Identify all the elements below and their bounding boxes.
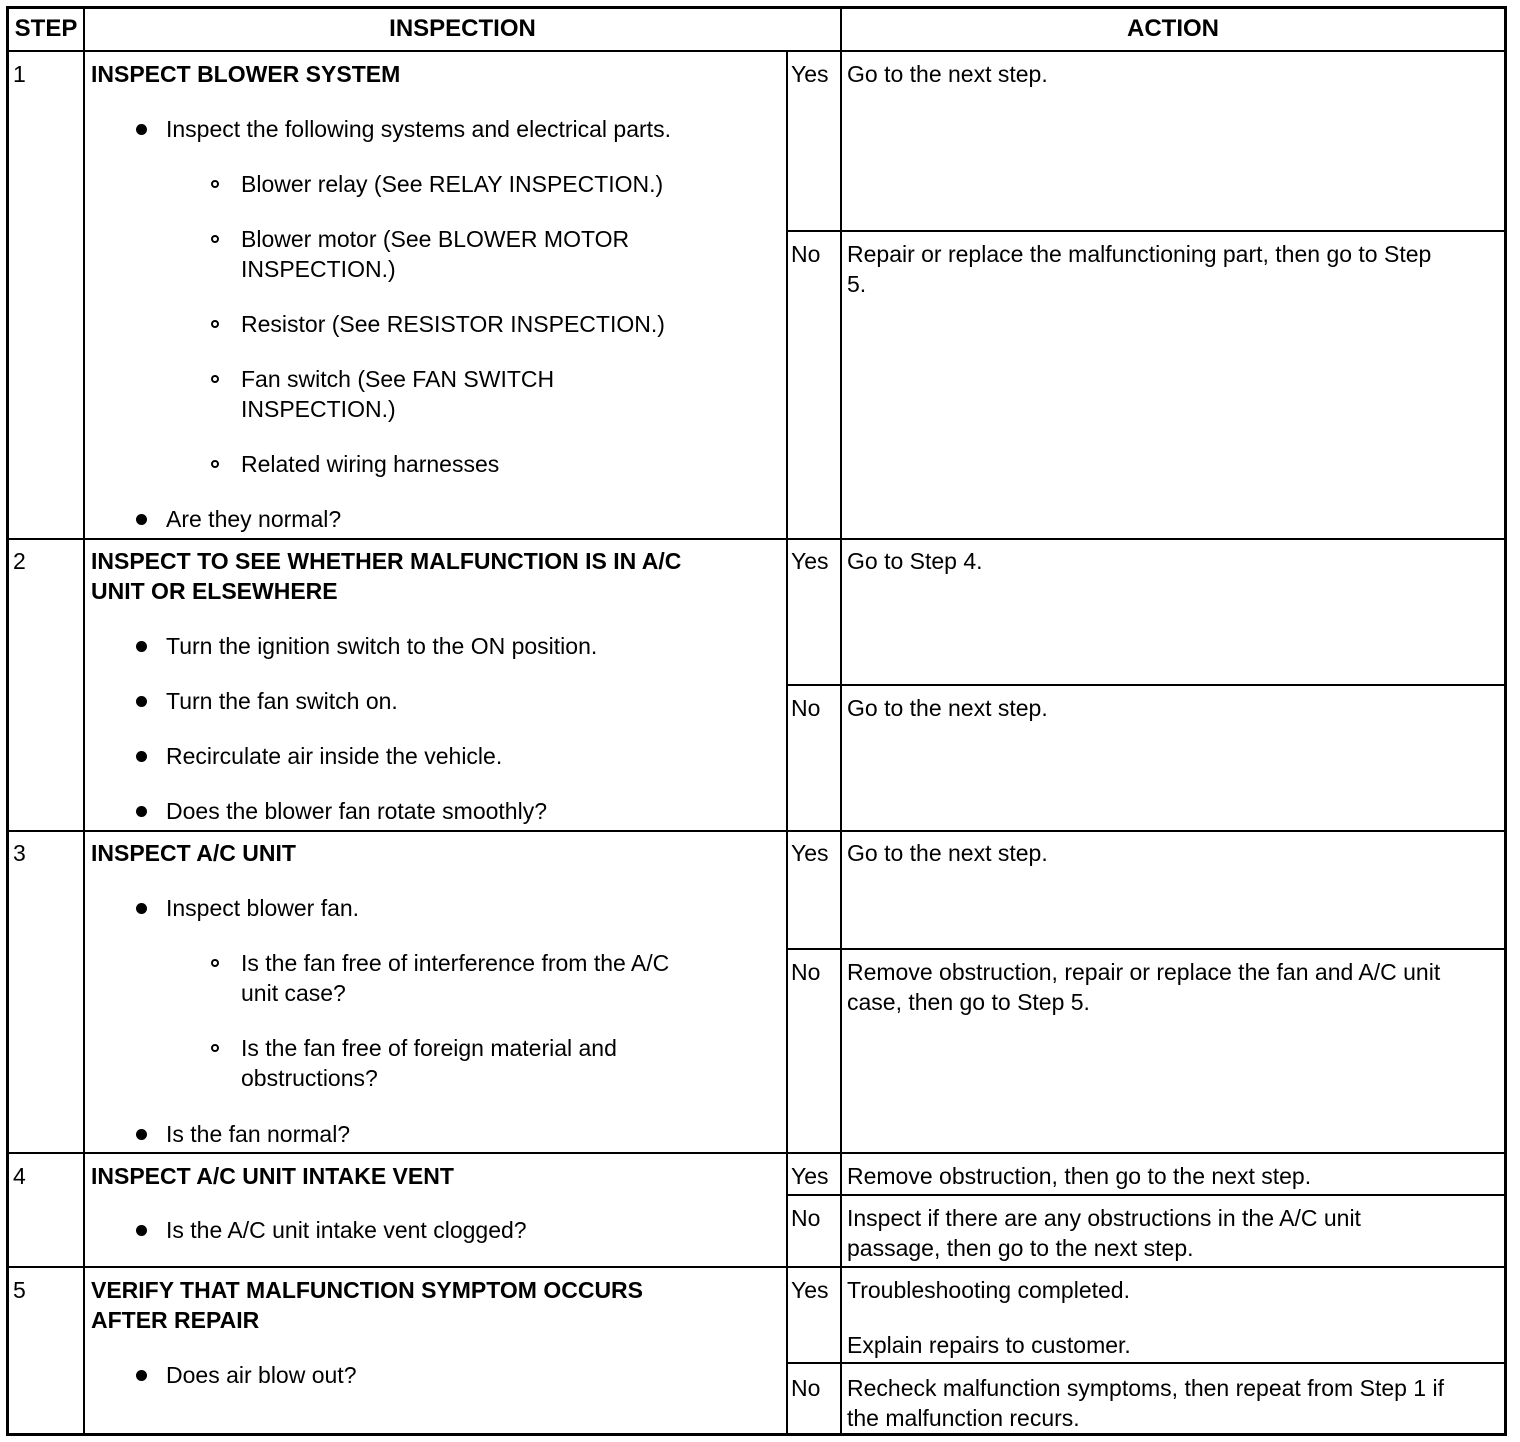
- header-step: STEP: [14, 15, 78, 42]
- sub-bullet-text: Related wiring harnesses: [241, 451, 500, 477]
- yes-no-divider: [786, 684, 1504, 686]
- column-divider-step: [83, 9, 85, 1433]
- bullet-text: Inspect blower fan.: [166, 895, 360, 921]
- yes-action: Go to the next step.: [847, 840, 1048, 866]
- bullet-text: Recirculate air inside the vehicle.: [166, 743, 503, 769]
- sub-bullet-icon: [211, 1044, 219, 1052]
- yes-no-divider: [786, 948, 1504, 950]
- sub-bullet-icon: [211, 460, 219, 468]
- header-action: ACTION: [1127, 15, 1219, 42]
- yes-label: Yes: [791, 548, 829, 574]
- step-title: INSPECT BLOWER SYSTEM: [91, 61, 401, 87]
- no-action: Recheck malfunction symptoms, then repeat from Step 1 if: [847, 1375, 1444, 1401]
- yes-action: Explain repairs to customer.: [847, 1332, 1131, 1358]
- bullet-text: Turn the fan switch on.: [166, 688, 398, 714]
- step-number: 2: [13, 548, 26, 574]
- row-divider: [9, 830, 1504, 832]
- sub-bullet-text: INSPECTION.): [241, 396, 396, 422]
- no-action: passage, then go to the next step.: [847, 1235, 1194, 1261]
- sub-bullet-icon: [211, 235, 219, 243]
- step-title: AFTER REPAIR: [91, 1307, 260, 1333]
- step-number: 5: [13, 1277, 26, 1303]
- step-number: 3: [13, 840, 26, 866]
- no-action: the malfunction recurs.: [847, 1405, 1080, 1431]
- no-action: Repair or replace the malfunctioning part, then go to Step: [847, 241, 1432, 267]
- bullet-text: Turn the ignition switch to the ON position.: [166, 633, 598, 659]
- bullet-icon: [136, 1225, 147, 1236]
- bullet-icon: [136, 641, 147, 652]
- bullet-icon: [136, 751, 147, 762]
- no-action: 5.: [847, 271, 867, 297]
- bullet-icon: [136, 903, 147, 914]
- yes-label: Yes: [791, 61, 829, 87]
- no-action: Inspect if there are any obstructions in the A/C unit: [847, 1205, 1361, 1231]
- yes-label: Yes: [791, 840, 829, 866]
- bullet-icon: [136, 1370, 147, 1381]
- step-title: UNIT OR ELSEWHERE: [91, 578, 338, 604]
- yes-action: Go to Step 4.: [847, 548, 983, 574]
- step-title: INSPECT A/C UNIT: [91, 840, 296, 866]
- no-action: Remove obstruction, repair or replace the fan and A/C unit: [847, 959, 1441, 985]
- column-divider-action: [840, 9, 842, 1433]
- yes-action: Troubleshooting completed.: [847, 1277, 1130, 1303]
- bullet-text: Is the fan normal?: [166, 1121, 351, 1147]
- header-inspection: INSPECTION: [389, 15, 536, 42]
- yes-label: Yes: [791, 1277, 829, 1303]
- bullet-text: Does the blower fan rotate smoothly?: [166, 798, 547, 824]
- bullet-text: Is the A/C unit intake vent clogged?: [166, 1217, 527, 1243]
- troubleshooting-table: [6, 6, 1507, 1436]
- step-title: INSPECT A/C UNIT INTAKE VENT: [91, 1163, 454, 1189]
- sub-bullet-text: Is the fan free of interference from the A/C: [241, 950, 670, 976]
- sub-bullet-text: Resistor (See RESISTOR INSPECTION.): [241, 311, 665, 337]
- no-label: No: [791, 695, 821, 721]
- sub-bullet-text: Blower motor (See BLOWER MOTOR: [241, 226, 630, 252]
- sub-bullet-text: Blower relay (See RELAY INSPECTION.): [241, 171, 664, 197]
- yes-label: Yes: [791, 1163, 829, 1189]
- sub-bullet-text: Fan switch (See FAN SWITCH: [241, 366, 555, 392]
- bullet-text: Does air blow out?: [166, 1362, 357, 1388]
- no-action: Go to the next step.: [847, 695, 1048, 721]
- yes-action: Remove obstruction, then go to the next step.: [847, 1163, 1312, 1189]
- row-divider: [9, 1266, 1504, 1268]
- sub-bullet-text: obstructions?: [241, 1065, 378, 1091]
- column-divider-yesno: [786, 50, 788, 1433]
- sub-bullet-icon: [211, 180, 219, 188]
- no-action: case, then go to Step 5.: [847, 989, 1090, 1015]
- sub-bullet-icon: [211, 959, 219, 967]
- no-label: No: [791, 959, 821, 985]
- bullet-icon: [136, 696, 147, 707]
- bullet-icon: [136, 806, 147, 817]
- bullet-icon: [136, 1129, 147, 1140]
- step-number: 4: [13, 1163, 26, 1189]
- sub-bullet-text: unit case?: [241, 980, 346, 1006]
- yes-action: Go to the next step.: [847, 61, 1048, 87]
- bullet-text: Inspect the following systems and electrical parts.: [166, 116, 671, 142]
- row-divider: [9, 538, 1504, 540]
- bullet-icon: [136, 514, 147, 525]
- sub-bullet-icon: [211, 320, 219, 328]
- step-number: 1: [13, 61, 26, 87]
- yes-no-divider: [786, 230, 1504, 232]
- no-label: No: [791, 1205, 821, 1231]
- step-title: VERIFY THAT MALFUNCTION SYMPTOM OCCURS: [91, 1277, 643, 1303]
- no-label: No: [791, 241, 821, 267]
- bullet-icon: [136, 124, 147, 135]
- row-divider: [9, 1152, 1504, 1154]
- sub-bullet-text: Is the fan free of foreign material and: [241, 1035, 617, 1061]
- yes-no-divider: [786, 1194, 1504, 1196]
- sub-bullet-text: INSPECTION.): [241, 256, 396, 282]
- step-title: INSPECT TO SEE WHETHER MALFUNCTION IS IN A/C: [91, 548, 682, 574]
- bullet-text: Are they normal?: [166, 506, 342, 532]
- sub-bullet-icon: [211, 375, 219, 383]
- no-label: No: [791, 1375, 821, 1401]
- yes-no-divider: [786, 1362, 1504, 1364]
- header-divider: [9, 50, 1504, 52]
